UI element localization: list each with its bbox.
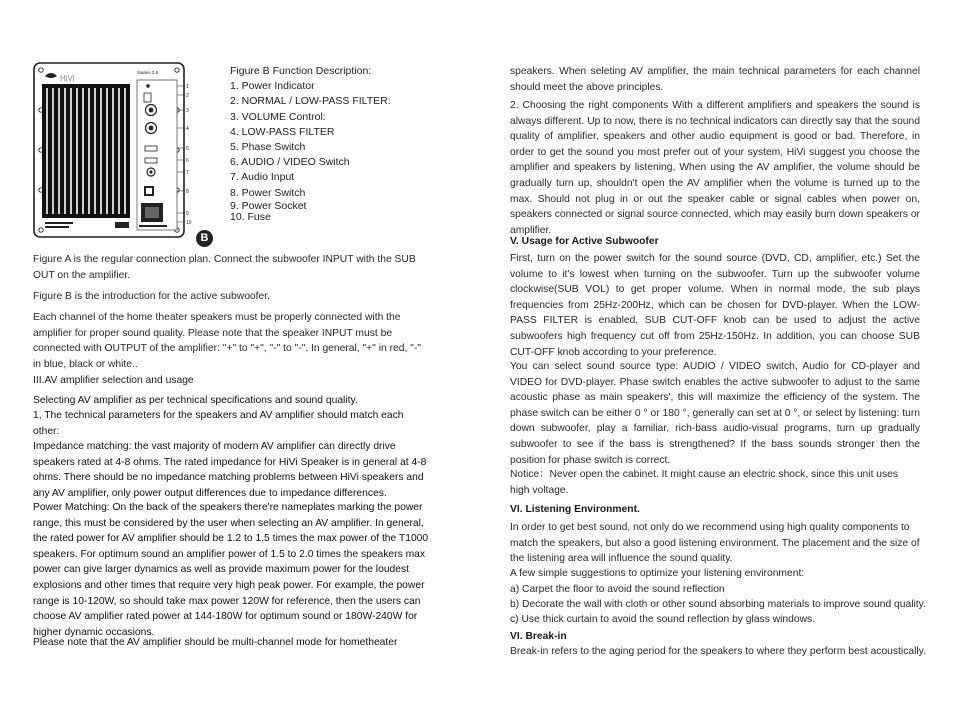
function-item: 10. Fuse [230,210,271,223]
function-item: 2. NORMAL / LOW-PASS FILTER: [230,95,391,108]
left-paragraph-6: Impedance matching: the vast majority of modern AV amplifier can directly drive speakers rated at 4-8 ohms. The rated impedance for HiVi Speaker is in general at 4-8 ohms. There should be no impedance matching problems between HiVi speakers and any AV amplifier, only power output differences due to impedance differences. [33,441,427,499]
right-paragraph-1: speakers. When seleting AV amplifier, the main technical parameters for each channel should meet the above principles. [510,66,920,93]
suggestion-item: b) Decorate the wall with cloth or other sound absorbing materials to improve sound quality. [510,599,926,610]
section-heading-v: V. Usage for Active Subwoofer [510,236,659,247]
left-paragraph-8: Please note that the AV amplifier should be multi-channel mode for hometheater [33,637,398,648]
section-heading-vi-break-in: VI. Break-in [510,631,567,642]
function-item: 1. Power Indicator [230,80,315,93]
callout-6: 6 [186,158,189,164]
function-description-title: Figure B Function Description: [230,65,372,77]
function-item: 6. AUDIO / VIDEO Switch [230,156,350,169]
left-paragraph-4: Selecting AV amplifier as per technical specifications and sound quality. [33,395,358,406]
function-item: 4. LOW-PASS FILTER [230,125,335,138]
left-paragraph-5: 1, The technical parameters for the speakers and AV amplifier should match each other: [33,410,404,437]
left-paragraph-1: Figure A is the regular connection plan. Connect the subwoofer INPUT with the SUB OUT on the amplifier. [33,254,416,281]
right-paragraph-8: Break-in refers to the aging period for the speakers to where they perform best acoustically. [510,646,926,657]
right-paragraph-2: 2. Choosing the right components With a different amplifiers and speakers the sound is always different. Up to now, there is no technical indicators can directly say that the sound quality of amplifier, speakers and other audio equipment is good or bad. Therefore, in order to get the sound you most prefer out of your system, HiVi suggest you choose the amplifier and speakers by listening, When using the AV amplifier, the volume should be gradually turn up, shouldn't open the AV amplifier when the volume is turned up to the max. Should not plug in or out the speaker cable or signal cables when power on, speakers connected or signal source connected, which may easily burn down speakers or amplifier. [510,100,920,236]
figure-b-badge: B [196,230,213,247]
function-item: 3. VOLUME Control: [230,110,326,123]
right-paragraph-3: First, turn on the power switch for the sound source (DVD, CD, amplifier, etc.) Set the volume to it's lowest when turning on the subwoofer. Turn up the subwoofer volume clockwise(SUB VOL) to get proper volume. When in normal mode, the sub plays frequencies from 25Hz-200Hz, which can be chosen for DVD-player. When the LOW-PASS FILTER is enabled, SUB CUT-OFF knob can be used to adjust the active subwoofers high frequency cut off from 25Hz-150Hz. In addition, you can choose SUB CUT-OFF knob according to your preference. [510,253,920,358]
right-paragraph-5: Notice：Never open the cabinet. It might cause an electric shock, since this unit uses high voltage. [510,469,899,496]
right-paragraph-6: In order to get best sound, not only do we recommend using high quality components to match the speakers, but also a good listening environment. The placement and the size of the listening area will influence the sound quality. [510,522,920,565]
callout-3: 3 [186,108,189,114]
callout-4: 4 [186,126,189,132]
panel-brand: HiVi [60,74,75,83]
callout-2: 2 [186,93,189,99]
right-paragraph-7: A few simple suggestions to optimize your listening environment: [510,568,805,579]
callout-5: 5 [186,146,189,152]
callout-8: 8 [186,189,189,195]
function-item: 5. Phase Switch [230,141,306,154]
left-paragraph-3: Each channel of the home theater speakers must be properly connected with the amplifier for proper sound quality. Please note that the speaker INPUT must be connected with OUTPUT of the amplifier: "+" to "+", "-" to "-". In general, "+" in red, "-" in blue, black or white.. [33,312,421,370]
section-heading-iii: III.AV amplifier selection and usage [33,375,194,386]
function-description [230,64,391,223]
callout-7: 7 [186,170,189,176]
panel-model: Swans 2.6 [137,70,159,75]
callout-9: 9 [186,211,189,217]
subwoofer-rear-panel-figure [33,62,228,242]
suggestion-item: a) Carpet the floor to avoid the sound reflection [510,584,725,595]
suggestion-item: c) Use thick curtain to avoid the sound reflection by glass windows. [510,614,816,625]
right-paragraph-4: You can select sound source type: AUDIO / VIDEO switch, Audio for CD-player and VIDEO for DVD-player. Phase switch enables the active subwoofer to adjust to the same acoustic phase as main speakers', this will maximize the efficiency of the system. The phase switch can be either 0 ° or 180 °, generally can set at 0 °, or select by listening: turn down subwoofer, play a familiar, rich-bass audio-visual programs, turn up gradually subwoofer to see if the bass is strengthened? If the bass sounds stronger then the position for phase switch is correct. [510,361,920,466]
function-item: 7. Audio Input [230,171,295,184]
callout-1: 1 [186,84,189,90]
callout-10: 10 [186,220,192,226]
function-item: 9. Power Socket [230,199,307,212]
left-paragraph-7: Power Matching: On the back of the speakers there're nameplates marking the power range, this must be considered by the user when selecting an AV amplifier. In general, the rated power for AV amplifier should be 1.2 to 1.5 times the max power of the T1000 speakers. For optimum sound an amplifier power of 1.5 to 2.0 times the speakers max power can give larger dynamics as well as provide maximum power for the loudest explosions and other times that require very high peak power. For example, the power range is 10-120W, so should take max power 120W for reference, then the users can choose AV amplifier rated power at 144-180W for optimum sound or 180W-240W for higher dynamic occasions. [33,502,429,638]
left-paragraph-2: Figure B is the introduction for the active subwoofer. [33,291,270,302]
function-item: 8. Power Switch [230,186,306,199]
section-heading-vi-environment: VI. Listening Environment. [510,504,640,515]
